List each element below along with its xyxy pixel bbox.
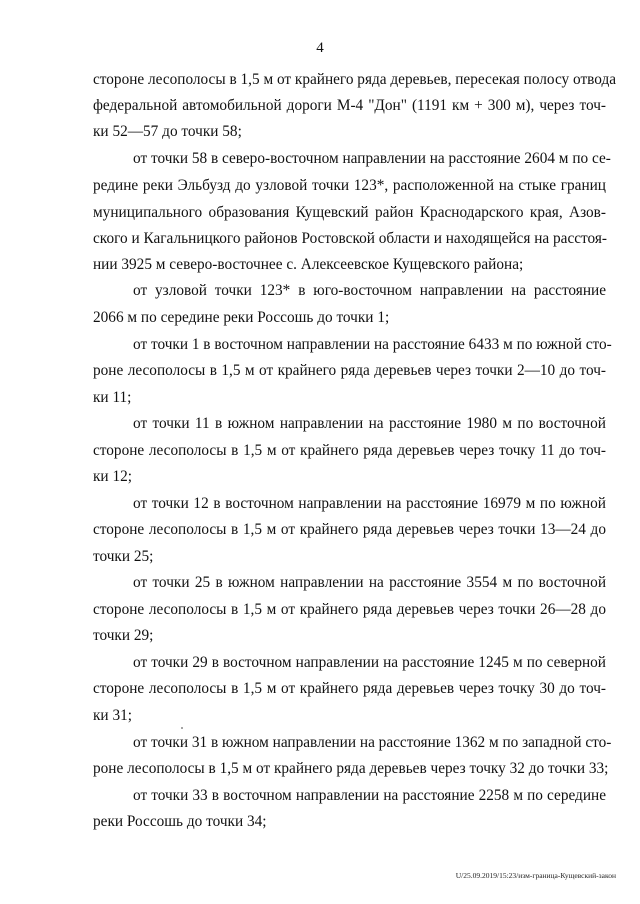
text-line: от узловой точки 123* в юго-восточном направлении на расстояние <box>133 282 606 299</box>
text-line: стороне лесополосы в 1,5 м от крайнего ряда деревьев через точку 30 до точ- <box>93 680 606 697</box>
text-line: 2066 м по середине реки Россошь до точки 1; <box>93 309 390 326</box>
text-line: от точки 58 в северо-восточном направлении на расстояние 2604 м по се- <box>133 150 611 167</box>
text-line: от точки 29 в восточном направлении на расстояние 1245 м по северной <box>133 654 606 671</box>
text-line: федеральной автомобильной дороги М-4 "Дон" (1191 км + 300 м), через точ- <box>93 97 606 114</box>
text-line: роне лесополосы в 1,5 м от крайнего ряда деревьев через точку 32 до точки 33; <box>93 760 609 777</box>
text-line: ского и Кагальницкого районов Ростовской области и находящейся на расстоя- <box>93 230 607 247</box>
text-line: от точки 1 в восточном направлении на расстояние 6433 м по южной сто- <box>133 336 612 353</box>
text-line: стороне лесополосы в 1,5 м от крайнего ряда деревьев через точки 13—24 до <box>93 521 606 538</box>
text-line: точки 29; <box>93 627 154 644</box>
text-line: от точки 11 в южном направлении на расстояние 1980 м по восточной <box>133 415 606 432</box>
text-line: от точки 12 в восточном направлении на расстояние 16979 м по южной <box>133 495 606 512</box>
text-line: нии 3925 м северо-восточнее с. Алексеевское Кущевского района; <box>93 256 524 273</box>
text-line: точки 25; <box>93 548 154 565</box>
text-line: ки 52—57 до точки 58; <box>93 123 242 140</box>
text-line: стороне лесополосы в 1,5 м от крайнего ряда деревьев, пересекая полосу отвода <box>93 71 617 88</box>
text-line: от точки 33 в восточном направлении на расстояние 2258 м по середине <box>133 787 606 804</box>
text-line: ки 31; <box>93 707 132 724</box>
text-line: от точки 25 в южном направлении на расстояние 3554 м по восточной <box>133 574 606 591</box>
text-line: от точки 31 в южном направлении на расстояние 1362 м по западной сто- <box>133 734 612 751</box>
text-line: муниципального образования Кущевский район Краснодарского края, Азов- <box>93 204 606 221</box>
text-line: редине реки Эльбузд до узловой точки 123*, расположенной на стыке границ <box>93 177 606 194</box>
text-line: ки 11; <box>93 389 132 406</box>
text-line: стороне лесополосы в 1,5 м от крайнего ряда деревьев через точки 26—28 до <box>93 601 606 618</box>
footer-file-stamp: U/25.09.2019/15:23/изм-граница-Кущевский-закон <box>455 871 616 880</box>
text-line: ки 12; <box>93 468 132 485</box>
page-number: 4 <box>316 40 324 56</box>
text-line: стороне лесополосы в 1,5 м от крайнего ряда деревьев через точку 11 до точ- <box>93 442 606 459</box>
text-line: реки Россошь до точки 34; <box>93 813 267 830</box>
text-line: роне лесополосы в 1,5 м от крайнего ряда деревьев через точки 2—10 до точ- <box>93 362 606 379</box>
scan-speck <box>181 727 183 729</box>
